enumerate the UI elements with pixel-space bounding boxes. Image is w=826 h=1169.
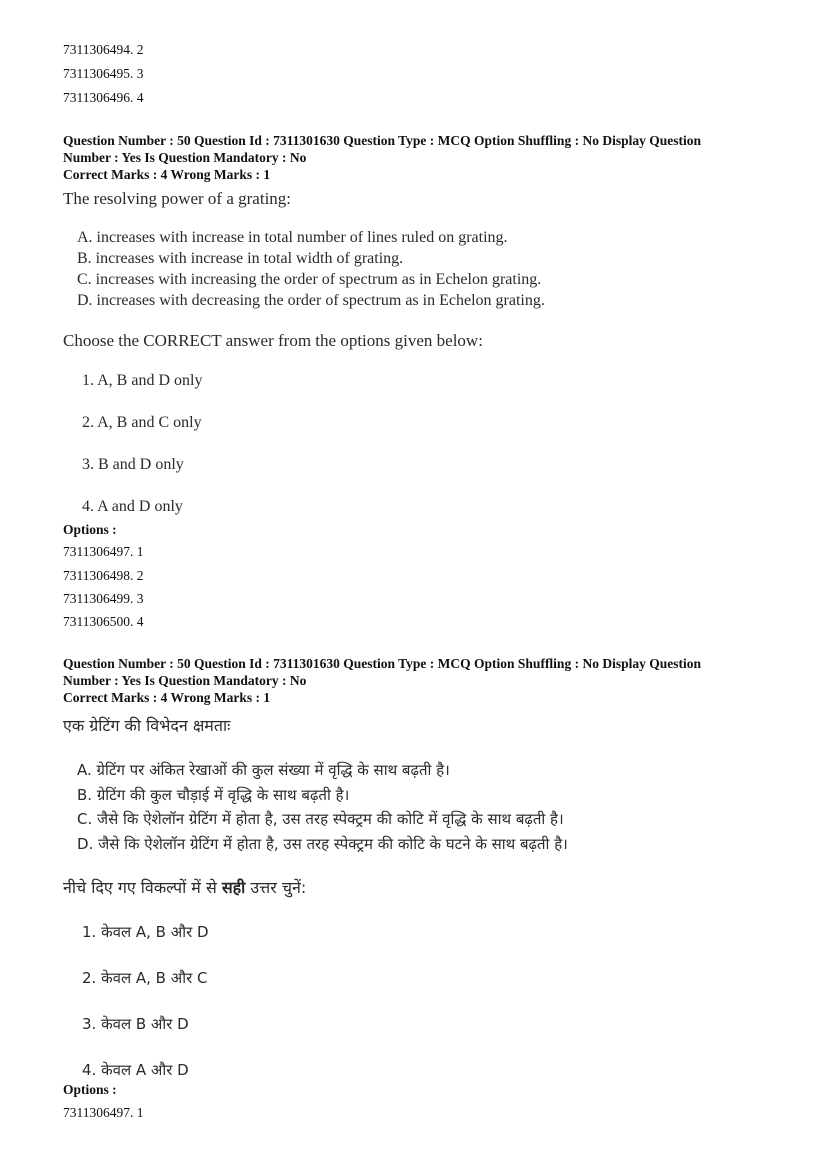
answer-choice: 2. A, B and C only [82, 414, 202, 431]
instruction-text: नीचे दिए गए विकल्पों में से [63, 878, 222, 897]
options-label: Options : [63, 522, 117, 537]
statement-b: B. increases with increase in total width of grating. [77, 250, 404, 267]
question-stem: एक ग्रेटिंग की विभेदन क्षमताः [63, 716, 231, 735]
question-stem: The resolving power of a grating: [63, 189, 292, 208]
question-meta-line: Question Number : 50 Question Id : 7311301630 Question Type : MCQ Option Shuffling : No Display Question [63, 133, 701, 148]
statement-a: A. ग्रेटिंग पर अंकित रेखाओं की कुल संख्या में वृद्धि के साथ बढ़ती है। [77, 761, 450, 779]
option-id-line: 7311306494. 2 [63, 42, 144, 57]
question-meta [63, 132, 763, 183]
question-marks: Correct Marks : 4 Wrong Marks : 1 [63, 167, 271, 182]
question-meta-line: Question Number : 50 Question Id : 7311301630 Question Type : MCQ Option Shuffling : No Display Question [63, 656, 701, 671]
question-instruction [63, 876, 306, 898]
answer-choice: 3. केवल B और D [82, 1015, 189, 1033]
answer-choice: 4. A and D only [82, 498, 183, 515]
statement-d: D. जैसे कि ऐशेलॉन ग्रेटिंग में होता है, उस तरह स्पेक्ट्रम की कोटि के घटने के साथ बढ़ती है। [77, 835, 568, 853]
question-marks: Correct Marks : 4 Wrong Marks : 1 [63, 690, 271, 705]
statement-d: D. increases with decreasing the order of spectrum as in Echelon grating. [77, 292, 545, 309]
option-id-line: 7311306496. 4 [63, 90, 144, 105]
question-meta-line: Number : Yes Is Question Mandatory : No [63, 673, 307, 688]
statement-b: B. ग्रेटिंग की कुल चौड़ाई में वृद्धि के साथ बढ़ती है। [77, 786, 350, 804]
options-label: Options : [63, 1082, 117, 1097]
option-id-line: 7311306498. 2 [63, 568, 144, 583]
statement-c: C. increases with increasing the order of spectrum as in Echelon grating. [77, 271, 542, 288]
answer-choice: 4. केवल A और D [82, 1061, 189, 1079]
answer-choice: 2. केवल A, B और C [82, 969, 208, 987]
answer-choice: 1. केवल A, B और D [82, 923, 209, 941]
option-id-line: 7311306497. 1 [63, 544, 144, 559]
answer-choice: 3. B and D only [82, 456, 184, 473]
instruction-emphasis: सही [221, 878, 246, 897]
question-meta-line: Number : Yes Is Question Mandatory : No [63, 150, 307, 165]
instruction-text: उत्तर चुनें: [245, 878, 307, 897]
option-id-line: 7311306499. 3 [63, 591, 144, 606]
question-instruction: Choose the CORRECT answer from the options given below: [63, 331, 483, 350]
question-meta [63, 655, 763, 706]
option-id-line: 7311306500. 4 [63, 614, 144, 629]
option-id-line: 7311306495. 3 [63, 66, 144, 81]
statement-c: C. जैसे कि ऐशेलॉन ग्रेटिंग में होता है, उस तरह स्पेक्ट्रम की कोटि में वृद्धि के साथ बढ़ती है। [77, 810, 564, 828]
option-id-line: 7311306497. 1 [63, 1105, 144, 1120]
answer-choice: 1. A, B and D only [82, 372, 203, 389]
statement-a: A. increases with increase in total number of lines ruled on grating. [77, 229, 508, 246]
